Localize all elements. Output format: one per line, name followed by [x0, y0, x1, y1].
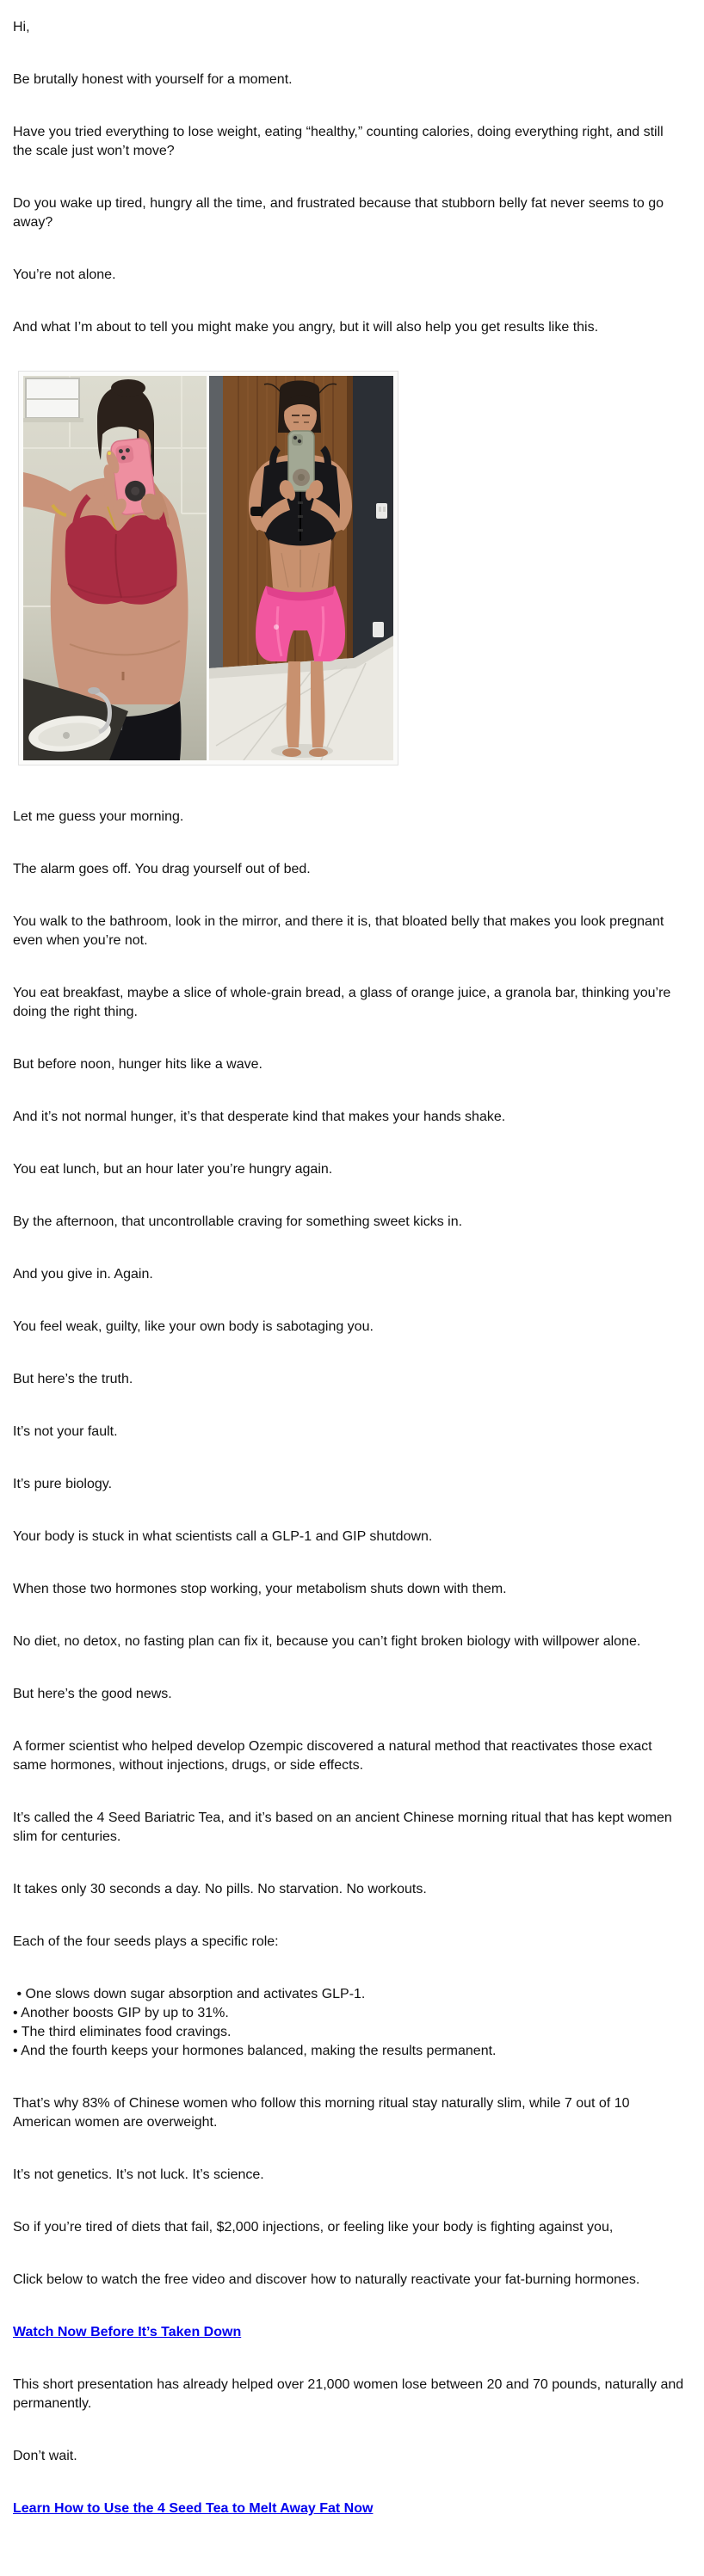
paragraph: Click below to watch the free video and discover how to naturally reactivate your fat-burning hormones.	[13, 2272, 640, 2287]
paragraph: But here’s the truth.	[13, 1372, 133, 1386]
paragraph: Your body is stuck in what scientists call a GLP-1 and GIP shutdown.	[13, 1529, 433, 1544]
paragraph: And what I’m about to tell you might make you angry, but it will also help you get results like this.	[13, 320, 599, 335]
paragraph: You’re not alone.	[13, 267, 116, 282]
paragraph: But before noon, hunger hits like a wave.	[13, 1057, 262, 1072]
paragraph: That’s why 83% of Chinese women who follow this morning ritual stay naturally slim, while 7 out of 10 American women are overweight.	[13, 2096, 630, 2130]
paragraph: By the afternoon, that uncontrollable craving for something sweet kicks in.	[13, 1214, 463, 1229]
watch-now-link-row	[13, 2323, 686, 2342]
greeting: Hi,	[13, 20, 30, 34]
paragraph: Do you wake up tired, hungry all the time, and frustrated because that stubborn belly fat never seems to go away?	[13, 196, 664, 230]
paragraph: It’s not your fault.	[13, 1424, 118, 1439]
paragraph: It’s not genetics. It’s not luck. It’s science.	[13, 2167, 264, 2182]
paragraph: It’s called the 4 Seed Bariatric Tea, and it’s based on an ancient Chinese morning ritual that has kept women slim for centuries.	[13, 1811, 672, 1844]
watch-now-link[interactable]: Watch Now Before It’s Taken Down	[13, 2325, 242, 2339]
before-after-photo	[18, 371, 398, 765]
paragraph: The alarm goes off. You drag yourself out of bed.	[13, 862, 311, 876]
after-panel	[209, 376, 393, 760]
before-panel	[23, 376, 207, 760]
paragraph: Let me guess your morning.	[13, 809, 184, 824]
paragraph: It takes only 30 seconds a day. No pills. No starvation. No workouts.	[13, 1882, 427, 1897]
paragraph: Have you tried everything to lose weight, eating “healthy,” counting calories, doing everything right, and still the scale just won’t move?	[13, 125, 664, 158]
bullet-item: • The third eliminates food cravings.	[13, 2025, 232, 2039]
paragraph: Be brutally honest with yourself for a moment.	[13, 72, 293, 87]
bullet-item: • Another boosts GIP by up to 31%.	[13, 2006, 229, 2020]
learn-how-link[interactable]: Learn How to Use the 4 Seed Tea to Melt Away Fat Now	[13, 2501, 374, 2516]
paragraph: When those two hormones stop working, your metabolism shuts down with them.	[13, 1582, 507, 1596]
paragraph: No diet, no detox, no fasting plan can fix it, because you can’t fight broken biology with willpower alone.	[13, 1634, 641, 1649]
paragraph: And you give in. Again.	[13, 1267, 153, 1282]
paragraph: It’s pure biology.	[13, 1477, 113, 1491]
paragraph: You eat breakfast, maybe a slice of whole-grain bread, a glass of orange juice, a granola bar, thinking you’re doing the right thing.	[13, 986, 671, 1019]
bullet-item: • And the fourth keeps your hormones balanced, making the results permanent.	[13, 2044, 497, 2058]
paragraph: And it’s not normal hunger, it’s that desperate kind that makes your hands shake.	[13, 1110, 506, 1124]
paragraph: So if you’re tired of diets that fail, $2,000 injections, or feeling like your body is fighting against you,	[13, 2220, 614, 2235]
paragraph: Each of the four seeds plays a specific role:	[13, 1934, 279, 1949]
paragraph: But here’s the good news.	[13, 1687, 172, 1701]
bullet-item: • One slows down sugar absorption and activates GLP-1.	[13, 1987, 366, 2001]
paragraph: You feel weak, guilty, like your own body is sabotaging you.	[13, 1319, 374, 1334]
bullet-list	[13, 1985, 686, 2061]
paragraph: You walk to the bathroom, look in the mirror, and there it is, that bloated belly that makes you look pregnant even when you’re not.	[13, 914, 664, 948]
paragraph: You eat lunch, but an hour later you’re hungry again.	[13, 1162, 333, 1177]
paragraph: A former scientist who helped develop Ozempic discovered a natural method that reactivates those exact same hormones, without injections, drugs, or side effects.	[13, 1739, 652, 1773]
paragraph: Don’t wait.	[13, 2449, 77, 2463]
learn-how-link-row	[13, 2499, 686, 2518]
paragraph: This short presentation has already helped over 21,000 women lose between 20 and 70 pounds, naturally and permanently.	[13, 2377, 684, 2411]
